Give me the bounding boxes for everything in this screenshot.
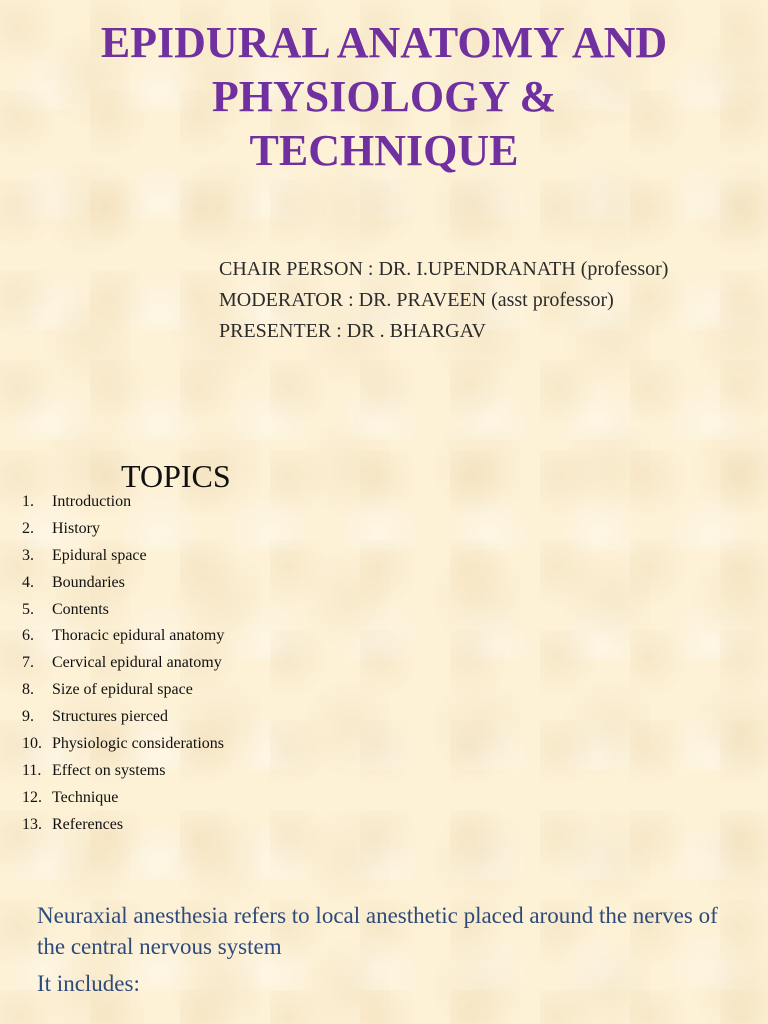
title-line-1: EPIDURAL ANATOMY AND [100,18,668,67]
list-item-label: References [52,815,124,833]
list-item [22,812,224,839]
list-item-number: 7. [22,654,34,672]
list-item-label: Structures pierced [52,708,168,726]
list-item-number: 13. [22,815,42,833]
list-item-number: 1. [22,493,34,510]
list-item [22,489,224,516]
intro-paragraph: Neuraxial anesthesia refers to local anesthetic placed around the nerves of the central nervous system [37,903,718,959]
list-item [22,570,224,597]
list-item-number: 8. [22,681,34,699]
list-item [22,597,224,624]
list-item-label: History [52,519,100,537]
list-item [22,623,224,650]
includes-label: It includes: [37,971,140,996]
topics-list [22,489,224,839]
list-item-label: Cervical epidural anatomy [52,654,222,672]
list-item-number: 12. [22,788,42,806]
list-item-label: Contents [52,600,109,618]
list-item-label: Thoracic epidural anatomy [52,627,225,645]
list-item-number: 11. [22,761,42,779]
topics-heading: TOPICS [121,458,231,494]
list-item-label: Boundaries [52,573,125,591]
list-item-number: 4. [22,573,34,591]
list-item [22,704,224,731]
title-line-2: PHYSIOLOGY & [211,72,557,121]
list-item [22,785,224,812]
presentation-credits [219,254,668,347]
title-line-3: TECHNIQUE [249,126,519,175]
chair-person: CHAIR PERSON : DR. I.UPENDRANATH (professor) [219,258,669,280]
list-item-label: Introduction [52,493,132,510]
list-item [22,758,224,785]
list-item-number: 2. [22,519,34,537]
list-item-label: Physiologic considerations [52,735,224,753]
moderator: MODERATOR : DR. PRAVEEN (asst professor) [219,289,614,311]
intro-section [37,900,747,999]
list-item-label: Effect on systems [52,761,166,779]
list-item-number: 9. [22,708,34,726]
list-item-label: Size of epidural space [52,681,193,699]
list-item [22,516,224,543]
list-item-number: 6. [22,627,34,645]
list-item-label: Epidural space [52,546,147,564]
list-item [22,650,224,677]
presenter: PRESENTER : DR . BHARGAV [219,320,486,342]
list-item [22,543,224,570]
list-item-number: 10. [22,735,42,753]
list-item-number: 3. [22,546,34,564]
list-item-label: Technique [52,788,119,806]
list-item [22,731,224,758]
list-item [22,677,224,704]
list-item-number: 5. [22,600,34,618]
slide-title [0,16,768,178]
